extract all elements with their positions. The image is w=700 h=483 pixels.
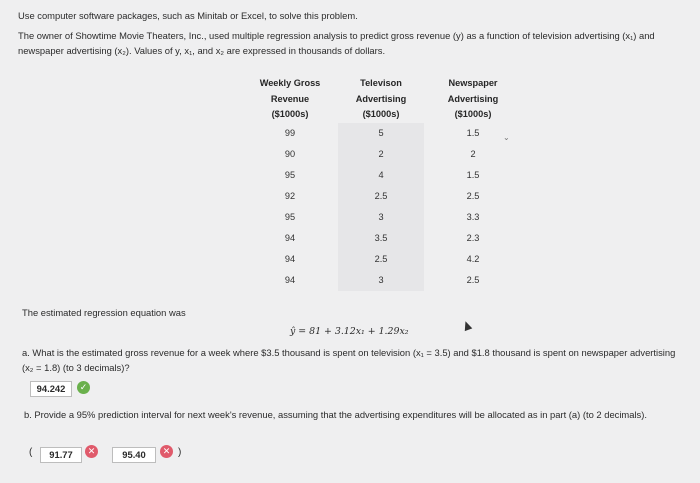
part-b-upper-input[interactable]: 95.40 <box>112 447 156 463</box>
check-icon: ✓ <box>77 381 90 394</box>
part-a-answer-input[interactable]: 94.242 <box>30 381 72 397</box>
table-row <box>242 144 522 165</box>
x-icon: ✕ <box>85 445 98 458</box>
part-b-question: b. Provide a 95% prediction interval for next week's revenue, assuming that the advertising expenditures will be allocated as in part (a) (to 2 decimals). <box>24 409 647 420</box>
table-cell: 95 <box>284 170 296 180</box>
cell-tick-marker: ⌄ <box>503 133 510 142</box>
table-row <box>242 186 522 207</box>
table-cell: 2 <box>470 149 476 159</box>
regression-equation: ŷ = 81 + 3.12x₁ + 1.29x₂ <box>290 326 409 337</box>
table-header-row <box>242 76 522 123</box>
table-cell: 2.5 <box>466 275 480 285</box>
table-cell: 94 <box>284 275 296 285</box>
table-cell: 2.5 <box>338 249 424 270</box>
problem-description: The owner of Showtime Movie Theaters, Inc., used multiple regression analysis to predict gross revenue (y) as a function of television advertising (x₁) and newspaper advertising (x₂). Values of y, x₁, and x₂ are expressed in thousands of dollars. <box>18 30 655 56</box>
table-row <box>242 228 522 249</box>
regression-label: The estimated regression equation was <box>22 307 186 318</box>
table-cell: 94 <box>284 233 296 243</box>
table-body <box>242 123 522 291</box>
table-cell: 95 <box>284 212 296 222</box>
problem-intro <box>18 8 688 58</box>
table-cell: 1.5 <box>466 128 480 138</box>
data-table <box>242 76 522 291</box>
table-row <box>242 207 522 228</box>
table-cell: 3.3 <box>466 212 480 222</box>
part-b-lower-input[interactable]: 91.77 <box>40 447 82 463</box>
table-cell: 1.5 <box>466 170 480 180</box>
table-cell: 2.5 <box>466 191 480 201</box>
table-row <box>242 165 522 186</box>
x-icon: ✕ <box>160 445 173 458</box>
table-row <box>242 270 522 291</box>
table-cell: 90 <box>284 149 296 159</box>
table-cell: 99 <box>284 128 296 138</box>
table-cell: 2.3 <box>466 233 480 243</box>
table-cell: 2.5 <box>338 186 424 207</box>
col-header-newspaper: Newspaper Advertising ($1000s) <box>447 78 499 119</box>
open-paren: ( <box>29 447 33 458</box>
table-cell: 94 <box>284 254 296 264</box>
instructions-text: Use computer software packages, such as Minitab or Excel, to solve this problem. <box>18 10 358 21</box>
table-cell: 3 <box>338 207 424 228</box>
part-a-question: a. What is the estimated gross revenue for a week where $3.5 thousand is spent on television (x₁ = 3.5) and $1.8 thousand is spent on newspaper advertising (x₂ = 1.8) (to 3 decimals)? <box>22 347 676 373</box>
table-cell: 92 <box>284 191 296 201</box>
col-header-revenue: Weekly Gross Revenue ($1000s) <box>259 78 321 119</box>
mouse-cursor-icon <box>462 320 473 331</box>
table-cell: 4 <box>338 165 424 186</box>
table-cell: 3.5 <box>338 228 424 249</box>
col-header-tv: Televison Advertising ($1000s) <box>355 78 407 119</box>
close-paren: ) <box>178 447 182 458</box>
table-cell: 5 <box>338 123 424 144</box>
table-cell: 4.2 <box>466 254 480 264</box>
table-row <box>242 123 522 144</box>
table-cell: 3 <box>338 270 424 291</box>
table-row <box>242 249 522 270</box>
table-cell: 2 <box>338 144 424 165</box>
